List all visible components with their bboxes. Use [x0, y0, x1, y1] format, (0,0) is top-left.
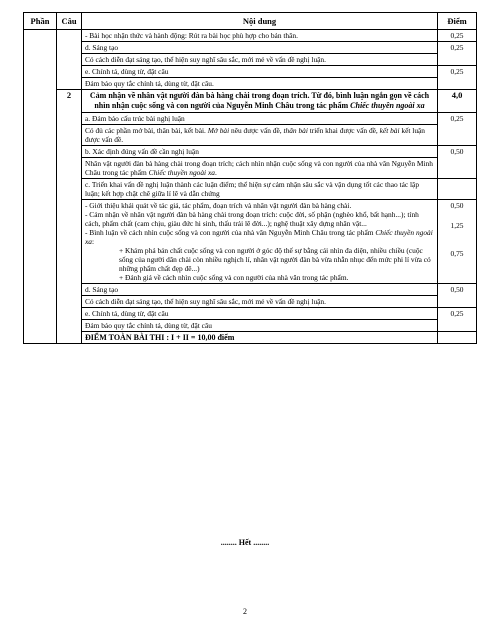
- text-segment: Nhân vật người đàn bà hàng chài trong đoạn trích; cách nhìn nhận cuộc sống và con người của nhà văn Nguyễn Minh Châu trong tác phẩm: [85, 159, 433, 177]
- text-segment: - Bình luận về cách nhìn cuộc sống và con người của nhà văn Nguyễn Minh Châu trong tác phẩm: [85, 228, 376, 237]
- total-label: ĐIỂM TOÀN BÀI THI : I + II = 10,00 điểm: [82, 332, 438, 344]
- header-row: [24, 13, 477, 30]
- header-part: Phần: [24, 13, 57, 30]
- scoring-table: [23, 12, 477, 344]
- points-cell: 0,25: [438, 66, 477, 90]
- work-title: Chiếc thuyền ngoài xa: [148, 168, 215, 177]
- total-points: [438, 332, 477, 344]
- content-cell: Có cách diễn đạt sáng tạo, thể hiện suy nghĩ sâu sắc, mới mẻ về vấn đề nghị luận.: [82, 296, 438, 308]
- table-row: [24, 30, 477, 42]
- text-segment-italic: Mở bài: [207, 126, 230, 135]
- table-row: [24, 320, 477, 332]
- points-cell: 4,0: [438, 90, 477, 113]
- end-marker: ........ Hết ........: [220, 538, 270, 547]
- table-row: [24, 146, 477, 158]
- content-cell: d. Sáng tạo: [82, 42, 438, 54]
- text-segment: nêu được vấn đề,: [229, 126, 284, 135]
- content-cell: Có cách diễn đạt sáng tạo, thể hiện suy nghĩ sâu sắc, mới mẻ về vấn đề nghị luận.: [82, 54, 438, 66]
- points-cell: [438, 179, 477, 200]
- points-value: 1,25: [450, 221, 464, 230]
- content-cell: e. Chính tả, dùng từ, đặt câu: [82, 308, 438, 320]
- part-cell: [24, 30, 57, 344]
- question-cell: [57, 30, 82, 90]
- header-content: Nội dung: [82, 13, 438, 30]
- table-row: [24, 308, 477, 320]
- table-row: [24, 113, 477, 125]
- content-cell: Đảm bảo quy tắc chính tả, dùng từ, đặt câu.: [82, 78, 438, 90]
- points-cell: 0,50: [438, 146, 477, 179]
- table-row: [24, 296, 477, 308]
- table-row: [24, 90, 477, 113]
- table-row: [24, 284, 477, 296]
- header-points: Điểm: [438, 13, 477, 30]
- table-row: [24, 158, 477, 179]
- table-row: [24, 125, 477, 146]
- table-row: [24, 66, 477, 78]
- total-row: [24, 332, 477, 344]
- content-cell: [82, 125, 438, 146]
- paragraph: [85, 228, 434, 246]
- paragraph: - Cảm nhận về nhân vật người đàn bà hàng chài trong đoạn trích: cuộc đời, số phận (nghèo khổ, bất hạnh...); tính cách, phẩm chất (cam chịu, giàu đức hi sinh, thấu trải lẽ đời...); nghệ thuật xây dựng nhân vật...: [85, 210, 419, 228]
- points-value: 0,50: [450, 201, 464, 210]
- header-question: Câu: [57, 13, 82, 30]
- content-cell: Đảm bảo quy tắc chính tả, dùng từ, đặt câu: [82, 320, 438, 332]
- content-cell: b. Xác định đúng vấn đề cần nghị luận: [82, 146, 438, 158]
- work-title: Chiếc thuyền ngoài xa: [350, 101, 425, 110]
- text-segment: :: [91, 237, 95, 246]
- points-cell: 0,25: [438, 308, 477, 332]
- points-cell: 0,25: [438, 30, 477, 42]
- text-segment-italic: thân bài: [283, 126, 308, 135]
- content-cell: - Bài học nhận thức và hành động: Rút ra bài học phù hợp cho bản thân.: [82, 30, 438, 42]
- content-cell: a. Đảm bảo cấu trúc bài nghị luận: [82, 113, 438, 125]
- text-segment: kết luận được vấn đề.: [85, 126, 425, 144]
- page-number: 2: [243, 607, 247, 616]
- question-number: 2: [57, 90, 82, 344]
- text-segment: .: [214, 168, 217, 177]
- text-segment: Có đủ các phần mở bài, thân bài, kết bài.: [85, 126, 208, 135]
- work-title: Chiếc thuyền ngoài xa: [85, 228, 433, 246]
- points-cell: 0,25: [438, 42, 477, 66]
- table-row: [24, 200, 477, 284]
- table-row: [24, 42, 477, 54]
- paragraph: - Giới thiệu khái quát về tác giả, tác phẩm, đoạn trích và nhân vật người đàn bà hàng chài.: [85, 201, 352, 210]
- content-cell: [82, 200, 438, 284]
- table-row: [24, 78, 477, 90]
- prompt-text: Cảm nhận về nhân vật người đàn bà hàng chài trong đoạn trích. Từ đó, bình luận ngắn gọn về cách nhìn nhận cuộc sống và con người của Nguyễn Minh Châu trong tác phẩm: [89, 91, 430, 110]
- content-cell: e. Chính tả, dùng từ, đặt câu: [82, 66, 438, 78]
- content-cell: [82, 158, 438, 179]
- points-cell: 0,50: [438, 284, 477, 308]
- content-cell: c. Triển khai vấn đề nghị luận thành các luận điểm; thể hiện sự cảm nhận sâu sắc và vận dụng tốt các thao tác lập luận; kết hợp chặt chẽ giữa lí lẽ và dẫn chứng: [82, 179, 438, 200]
- points-cell: [438, 200, 477, 284]
- text-segment-italic: kết bài: [379, 126, 400, 135]
- question-prompt: [82, 90, 438, 113]
- points-value: 0,75: [450, 249, 464, 258]
- content-cell: d. Sáng tạo: [82, 284, 438, 296]
- table-row: [24, 54, 477, 66]
- points-cell: 0,25: [438, 113, 477, 146]
- text-segment: triển khai được vấn đề,: [307, 126, 380, 135]
- paragraph: + Khám phá bản chất cuộc sống và con người ở góc độ thế sự bằng cái nhìn đa diện, nhiều chiều (cuộc sống của người dân chài còn nhiều nghịch lí, nhân vật người đàn bà vừa nhẫn nhục đến mức phi lí vừa có những phẩm chất đẹp đẽ...): [119, 246, 431, 273]
- table-row: [24, 179, 477, 200]
- paragraph: + Đánh giá về cách nhìn cuộc sống và con người của nhà văn trong tác phẩm.: [119, 273, 349, 282]
